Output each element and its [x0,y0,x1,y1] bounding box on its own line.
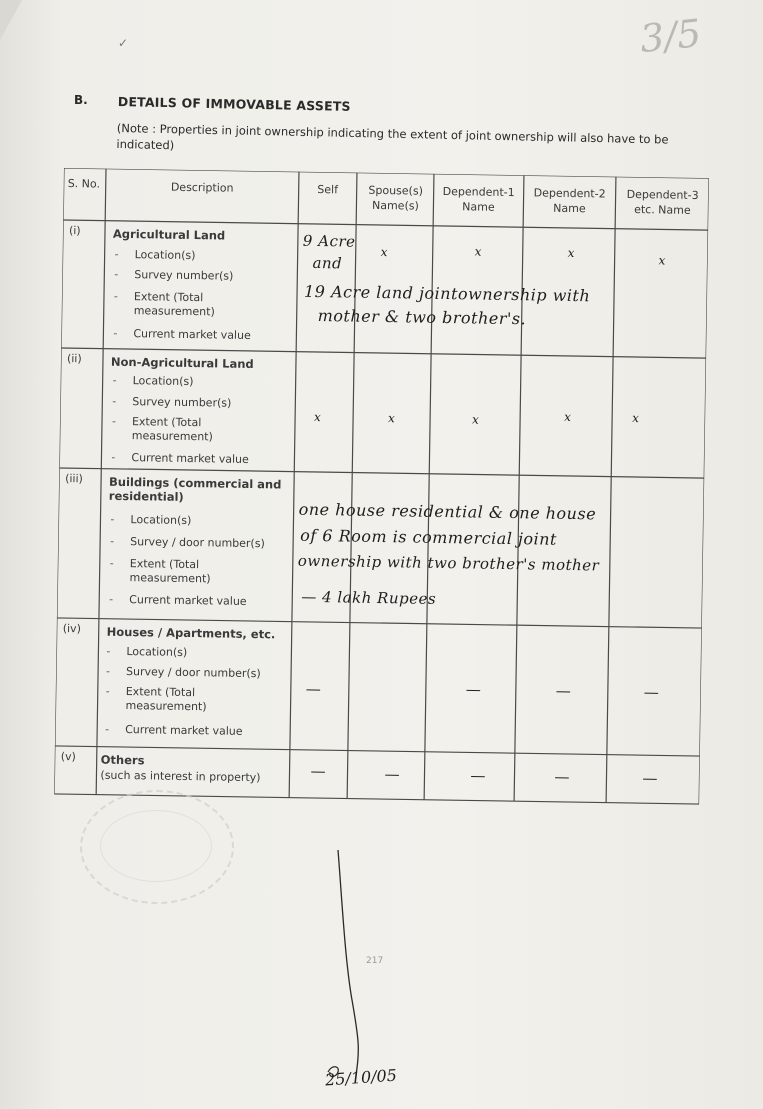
section-title: DETAILS OF IMMOVABLE ASSETS [117,94,351,114]
handwritten-entry: of 6 Room is commercial joint [300,525,558,549]
row-item: - Location(s) [133,374,194,389]
row-number: (ii) [66,352,82,366]
section-number: B. [74,93,88,107]
handwritten-entry: one house residential & one house [298,499,597,524]
header-sno: S. No. [67,177,101,191]
row-item: (such as interest in property) [100,768,261,785]
handwritten-dash: — [470,766,487,785]
handwritten-entry: 19 Acre land jointownership with [303,281,591,306]
row-item: - Location(s) [135,248,196,263]
row-category: Agricultural Land [112,226,226,243]
row-item: - Extent (Total measurement) [132,415,252,445]
handwritten-dash: — [305,679,322,699]
header-spouse: Spouse(s) Name(s) [368,183,424,213]
row-item: - Survey / door number(s) [130,535,265,551]
row-item: - Current market value [125,723,243,739]
handwritten-mark: x [564,409,572,425]
handwritten-entry: and [312,253,343,273]
stamp-number: 217 [366,956,384,966]
handwritten-mark: x [567,245,576,261]
header-dependent-2: Dependent-2 Name [533,186,606,216]
handwritten-dash: — [310,761,327,781]
row-category: Houses / Apartments, etc. [106,624,276,642]
row-item: - Survey number(s) [132,395,231,411]
handwritten-mark: x [474,244,483,259]
row-category: Non-Agricultural Land [110,354,254,372]
handwritten-entry: ownership with two brother's mother [297,551,600,575]
handwritten-dash: — [643,683,660,702]
row-item: - Current market value [129,593,247,609]
row-category: Others [100,752,145,768]
handwritten-entry: 9 Acre [302,231,356,251]
handwritten-mark: x [388,411,396,426]
handwritten-entry: mother & two brother's. [317,306,527,329]
row-item: - Current market value [133,327,251,343]
handwritten-date: 25/10/05 [324,1065,398,1090]
handwritten-dash: — [555,681,572,701]
handwritten-dash: — [642,769,659,788]
row-item: - Extent (Total measurement) [134,290,254,320]
row-item: - Location(s) [130,513,191,528]
row-number: (iii) [65,472,83,486]
row-item: - Extent (Total measurement) [125,685,245,715]
row-item: - Location(s) [126,645,187,660]
row-category: Buildings (commercial and residential) [108,474,282,504]
row-item: - Current market value [131,451,249,467]
header-dependent-1: Dependent-1 Name [442,184,515,214]
row-number: (iv) [62,622,82,636]
handwritten-dash: — [384,765,401,784]
handwritten-entry: — 4 lakh Rupees [301,587,437,608]
handwritten-mark: x [471,412,480,427]
handwritten-mark: x [380,244,389,260]
row-number: (v) [60,750,76,764]
handwritten-mark: x [314,409,322,425]
header-self: Self [317,182,339,197]
section-note: (Note : Properties in joint ownership indicating the extent of joint ownership will also have to be indicated) [116,120,669,153]
header-description: Description [170,180,234,195]
handwritten-mark: x [632,410,640,426]
row-item: - Survey / door number(s) [126,665,261,681]
handwritten-dash: — [465,680,482,699]
row-item: - Extent (Total measurement) [129,557,249,587]
row-number: (i) [68,224,81,238]
page-number: 3/5 [637,10,704,62]
handwritten-dash: — [554,767,571,787]
handwritten-mark: x [658,253,667,268]
tick-mark: ✓ [118,36,129,50]
row-item: - Survey number(s) [134,268,233,284]
header-dependent-3: Dependent-3 etc. Name [626,187,699,217]
